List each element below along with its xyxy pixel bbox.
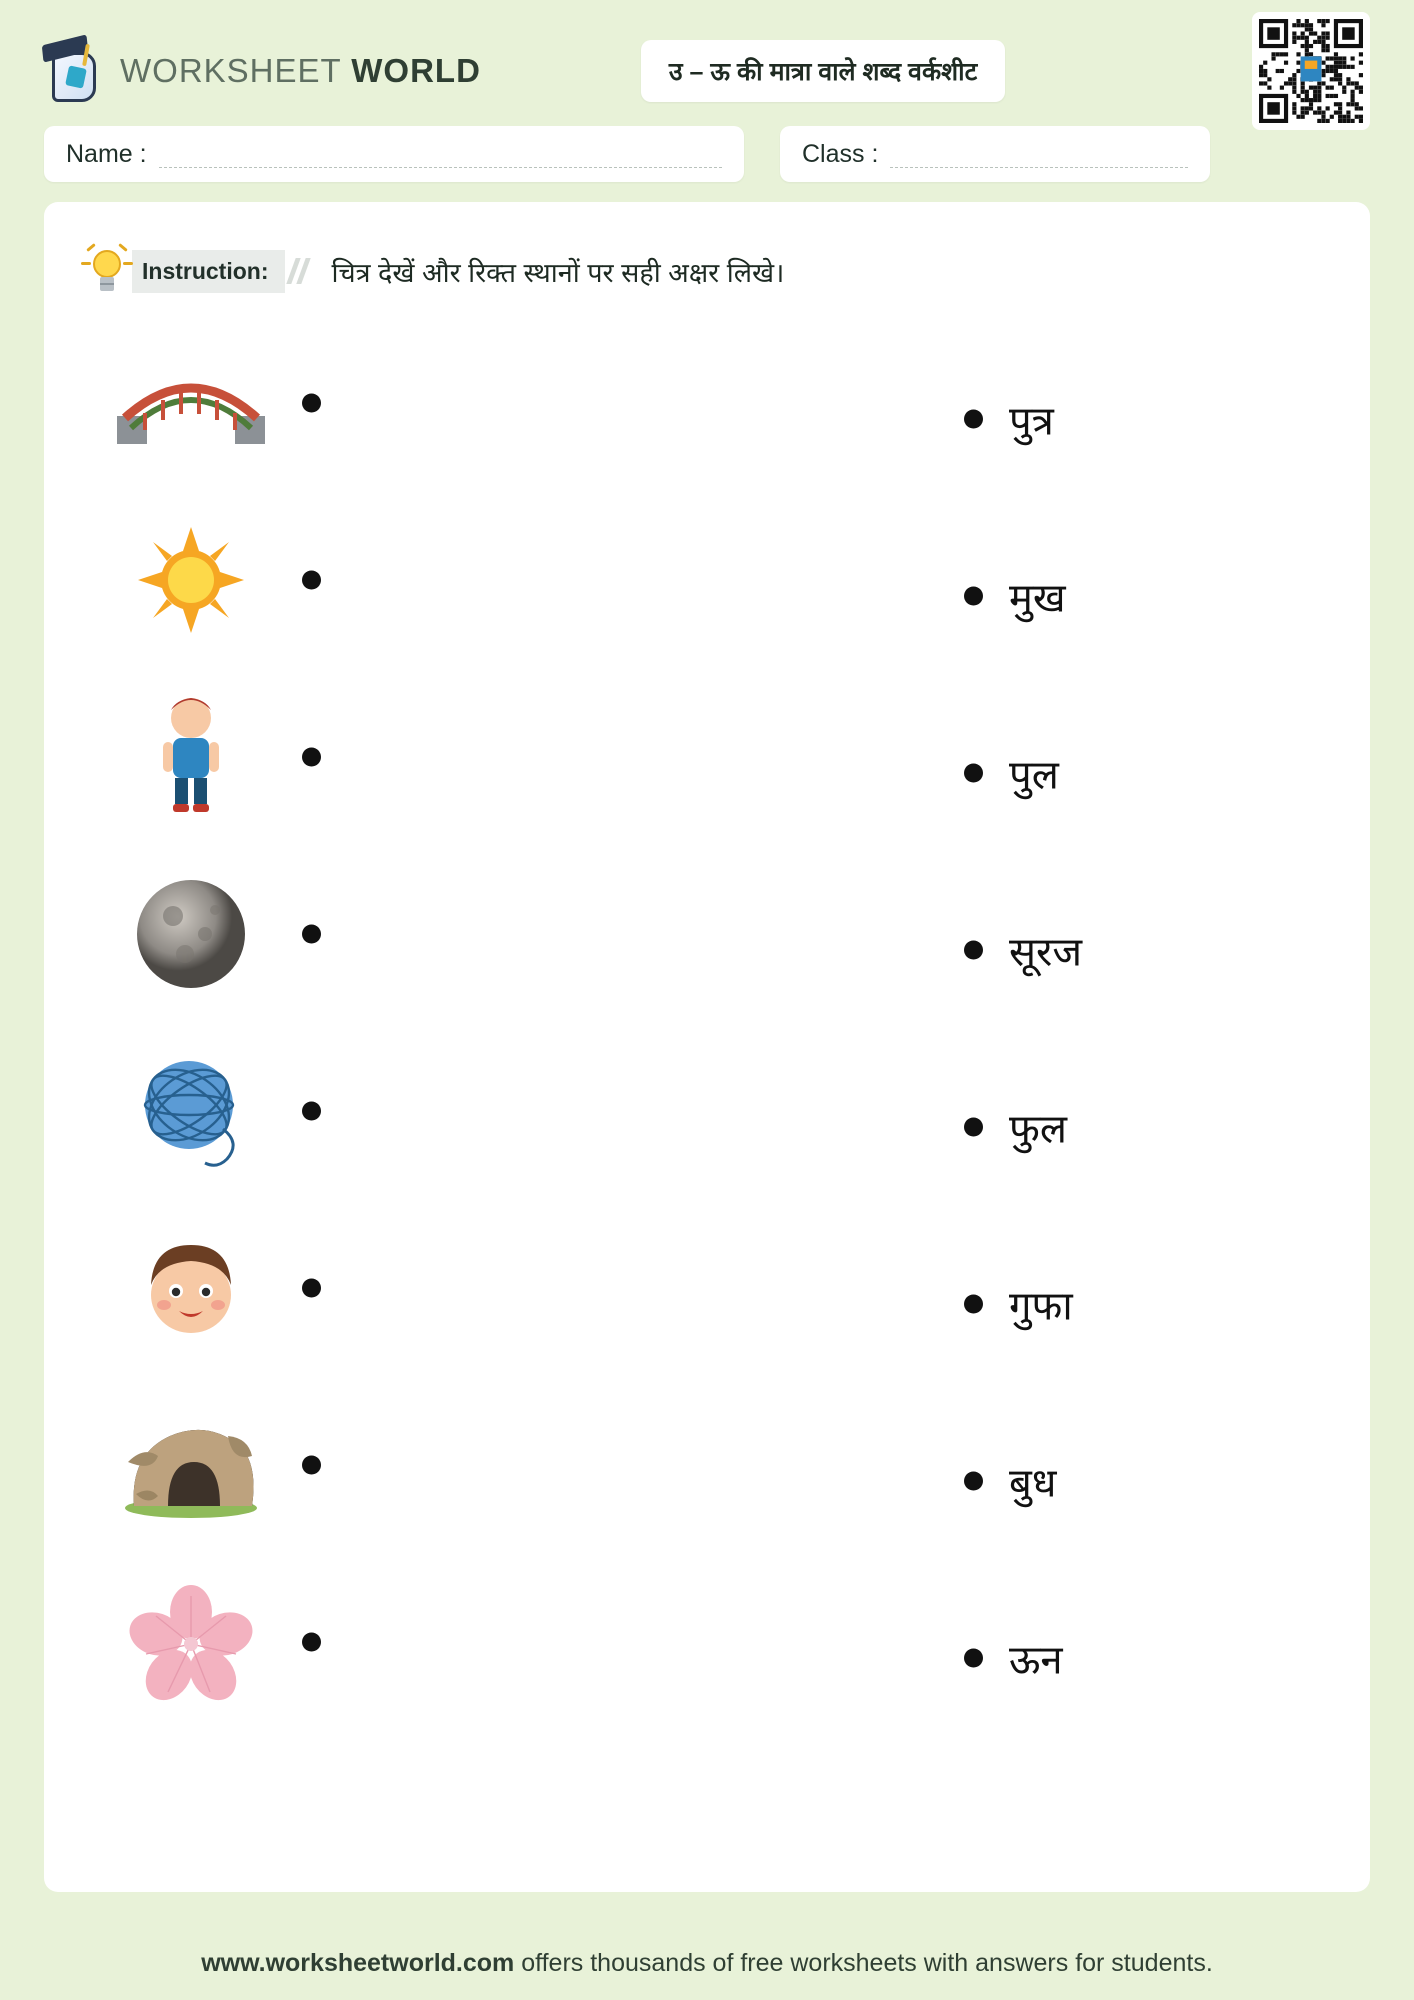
match-dot-right[interactable] [964, 1118, 983, 1137]
flower-image [106, 1587, 276, 1697]
match-dot-left[interactable] [302, 1633, 321, 1652]
class-input[interactable] [890, 140, 1188, 168]
match-dot-right[interactable] [964, 1649, 983, 1668]
cave-image [106, 1410, 276, 1520]
match-dot-left[interactable] [302, 1279, 321, 1298]
class-label: Class : [802, 139, 879, 168]
match-dot-right[interactable] [964, 587, 983, 606]
footer-text: offers thousands of free worksheets with answers for students. [514, 1949, 1213, 1977]
sun-image [106, 525, 276, 635]
match-word: मुख [1009, 576, 1066, 621]
boy-standing-image [106, 702, 276, 812]
instruction-text: चित्र देखें और रिक्त स्थानों पर सही अक्षर लिखे। [331, 257, 785, 288]
bridge-image [106, 348, 276, 458]
match-dot-right[interactable] [964, 1295, 983, 1314]
matching-board [84, 336, 1330, 1756]
match-dot-left[interactable] [302, 1102, 321, 1121]
brand-title [120, 52, 481, 90]
match-dot-right[interactable] [964, 410, 983, 429]
match-word: पुत्र [1009, 399, 1054, 444]
match-dot-left[interactable] [302, 571, 321, 590]
wool-ball-image [106, 1056, 276, 1166]
boy-face-image [106, 1233, 276, 1343]
match-dot-right[interactable] [964, 1472, 983, 1491]
match-word: बुध [1009, 1461, 1057, 1506]
worksheet-world-logo-icon [44, 38, 106, 104]
qr-code-icon[interactable] [1252, 12, 1370, 130]
lightbulb-icon [84, 240, 130, 302]
brand-bold: WORLD [351, 52, 481, 89]
instruction-label: Instruction: [132, 250, 285, 293]
worksheet-title: उ – ऊ की मात्रा वाले शब्द वर्कशीट [641, 40, 1005, 102]
match-dot-left[interactable] [302, 748, 321, 767]
student-fields [44, 126, 1370, 182]
match-row [84, 1225, 1330, 1351]
match-row [84, 1579, 1330, 1705]
name-field[interactable] [44, 126, 744, 182]
name-input[interactable] [159, 140, 722, 168]
name-label: Name : [66, 139, 147, 168]
footer [0, 1949, 1414, 1978]
match-dot-left[interactable] [302, 925, 321, 944]
match-word: गुफा [1009, 1284, 1073, 1329]
match-word: पुल [1009, 753, 1059, 798]
match-word: सूरज [1009, 930, 1083, 975]
worksheet-body [44, 202, 1370, 1892]
match-dot-right[interactable] [964, 941, 983, 960]
brand-prefix: WORKSHEET [120, 52, 352, 89]
match-word: फुल [1009, 1107, 1067, 1152]
instruction-row [84, 240, 1330, 302]
match-dot-left[interactable] [302, 1456, 321, 1475]
match-row [84, 517, 1330, 643]
header [44, 0, 1370, 118]
match-row [84, 1402, 1330, 1528]
slash-decoration-icon [291, 258, 306, 284]
class-field[interactable] [780, 126, 1210, 182]
match-row [84, 340, 1330, 466]
moon-image [106, 879, 276, 989]
match-row [84, 1048, 1330, 1174]
footer-site[interactable]: www.worksheetworld.com [201, 1949, 515, 1977]
match-dot-left[interactable] [302, 394, 321, 413]
match-dot-right[interactable] [964, 764, 983, 783]
match-row [84, 694, 1330, 820]
match-word: ऊन [1009, 1638, 1063, 1683]
match-row [84, 871, 1330, 997]
